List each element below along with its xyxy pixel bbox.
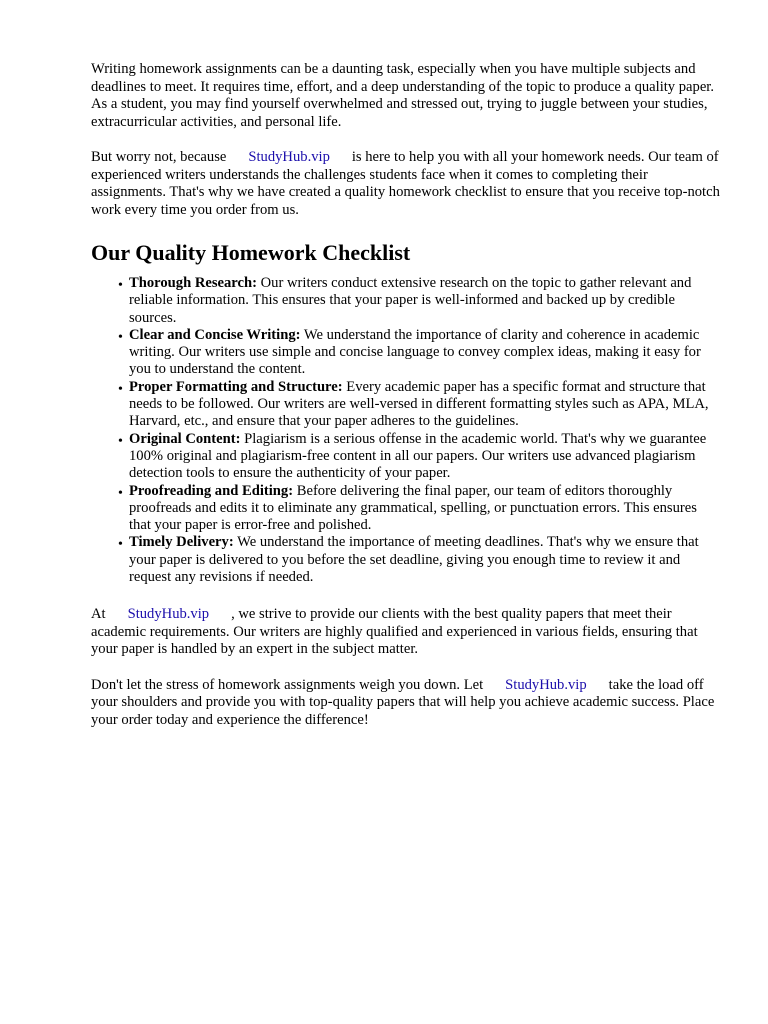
checklist-item-text: We understand the importance of meeting deadlines. That's why we ensure that your paper is delivered to you before the set deadline, giving you enough time to review it and request any revisions if needed. bbox=[129, 534, 699, 586]
bullet-icon: • bbox=[118, 381, 123, 397]
studyhub-intro-paragraph bbox=[91, 149, 721, 219]
checklist-heading: Our Quality Homework Checklist bbox=[91, 240, 411, 265]
quality-checklist bbox=[91, 275, 721, 586]
checklist-item-research bbox=[118, 275, 721, 327]
intro-paragraph: Writing homework assignments can be a daunting task, especially when you have multiple subjects and deadlines to meet. It requires time, effort, and a deep understanding of the topic to produce a quality paper. As a student, you may find yourself overwhelmed and stressed out, trying to juggle between your studies, extracurricular activities, and personal life. bbox=[91, 61, 714, 130]
para4-before: Don't let the stress of homework assignments weigh you down. Let bbox=[91, 676, 484, 693]
checklist-item-title: Proofreading and Editing: bbox=[129, 482, 294, 499]
checklist-item-title: Original Content: bbox=[129, 430, 241, 447]
studyhub-link[interactable]: StudyHub.vip bbox=[505, 676, 587, 693]
checklist-item-original bbox=[118, 430, 721, 483]
checklist-item-writing bbox=[118, 326, 721, 379]
checklist-item-text: Every academic paper has a specific format and structure that needs to be followed. Our writers are well-versed in different formatting styles such as APA, MLA, Harvard, etc., and ensure that your paper adheres to the guidelines. bbox=[129, 378, 709, 430]
bullet-icon: • bbox=[118, 485, 123, 501]
call-to-action-paragraph bbox=[91, 677, 721, 730]
para3-before: At bbox=[91, 606, 106, 623]
studyhub-link[interactable]: StudyHub.vip bbox=[127, 606, 210, 623]
studyhub-link[interactable]: StudyHub.vip bbox=[248, 149, 330, 165]
checklist-item-title: Timely Delivery: bbox=[129, 534, 234, 551]
checklist-item-title: Thorough Research: bbox=[129, 275, 257, 291]
checklist-item-formatting bbox=[118, 378, 721, 431]
bullet-icon: • bbox=[118, 433, 123, 449]
checklist-item-delivery bbox=[118, 534, 721, 586]
bullet-icon: • bbox=[118, 278, 123, 293]
checklist-item-text: We understand the importance of clarity and coherence in academic writing. Our writers use simple and concise language to convey complex ideas, making it easy for you to understand the content. bbox=[129, 326, 701, 378]
para4-after: take the load off your shoulders and provide you with top-quality papers that will help you achieve academic success. Place your order today and experience the difference! bbox=[91, 676, 715, 728]
studyhub-strive-paragraph bbox=[91, 606, 721, 659]
bullet-icon: • bbox=[118, 537, 123, 553]
checklist-item-text: Before delivering the final paper, our team of editors thoroughly proofreads and edits it to eliminate any grammatical, spelling, or punctuation errors. This ensures that your paper is error-free and polished. bbox=[129, 482, 697, 534]
checklist-item-text: Plagiarism is a serious offense in the academic world. That's why we guarantee 100% original and plagiarism-free content in all our papers. Our writers use advanced plagiarism detection tools to ensure the authenticity of your paper. bbox=[129, 430, 707, 482]
checklist-item-proofreading bbox=[118, 482, 721, 535]
checklist-item-text: Our writers conduct extensive research on the topic to gather relevant and reliable information. This ensures that your paper is well-informed and backed up by credible sources. bbox=[129, 275, 692, 326]
para2-before: But worry not, because bbox=[91, 149, 227, 165]
checklist-item-title: Proper Formatting and Structure: bbox=[129, 378, 343, 395]
document-page bbox=[91, 61, 721, 729]
checklist-item-title: Clear and Concise Writing: bbox=[129, 326, 301, 343]
para2-after: is here to help you with all your homework needs. Our team of experienced writers understands the challenges students face when it comes to completing their assignments. That's why we have created a quality homework checklist to ensure that you receive top-notch work every time you order from us. bbox=[91, 149, 720, 218]
para3-after: , we strive to provide our clients with the best quality papers that meet their academic requirements. Our writers are highly qualified and experienced in various fields, ensuring that your paper is handled by an expert in the subject matter. bbox=[91, 606, 698, 658]
bullet-icon: • bbox=[118, 329, 123, 345]
